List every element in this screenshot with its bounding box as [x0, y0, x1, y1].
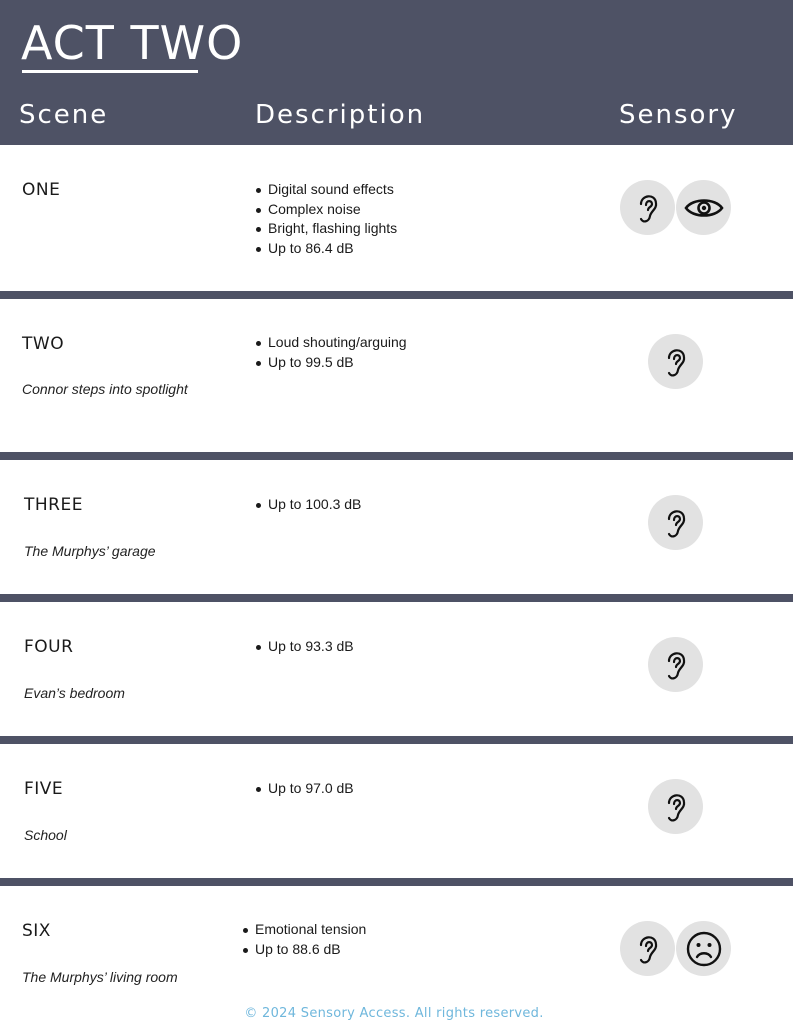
description-bullet: Up to 97.0 dB	[255, 779, 354, 799]
scene-location: School	[24, 827, 67, 843]
sad-face-icon	[676, 921, 731, 976]
row-divider	[0, 452, 793, 460]
row-divider	[0, 291, 793, 299]
scene-name: SIX	[22, 921, 51, 941]
scene-location: The Murphys’ living room	[22, 969, 178, 985]
scene-location: The Murphys’ garage	[24, 543, 156, 559]
column-header-description: Description	[255, 100, 426, 130]
row-divider	[0, 594, 793, 602]
eye-icon	[676, 180, 731, 235]
ear-icon	[648, 779, 703, 834]
footer-copyright: © 2024 Sensory Access. All rights reserved.	[244, 1006, 544, 1021]
description-bullet: Bright, flashing lights	[255, 219, 397, 239]
header-bar	[0, 0, 793, 145]
scene-name: THREE	[24, 495, 83, 515]
row-divider	[0, 736, 793, 744]
ear-icon	[620, 180, 675, 235]
column-header-scene: Scene	[19, 100, 109, 130]
description-bullet: Loud shouting/arguing	[255, 333, 407, 353]
row-divider	[0, 878, 793, 886]
scene-location: Evan’s bedroom	[24, 685, 125, 701]
scene-description-list	[255, 495, 361, 515]
description-bullet: Complex noise	[255, 200, 397, 220]
scene-description-list	[255, 637, 354, 657]
description-bullet: Up to 88.6 dB	[242, 940, 366, 960]
ear-icon	[648, 637, 703, 692]
scene-name: FOUR	[24, 637, 74, 657]
description-bullet: Emotional tension	[242, 920, 366, 940]
description-bullet: Up to 93.3 dB	[255, 637, 354, 657]
ear-icon	[648, 495, 703, 550]
description-bullet: Up to 86.4 dB	[255, 239, 397, 259]
column-header-sensory: Sensory	[619, 100, 738, 130]
ear-icon	[648, 334, 703, 389]
title-underline	[22, 70, 198, 73]
description-bullet: Up to 100.3 dB	[255, 495, 361, 515]
page-title: ACT TWO	[21, 16, 244, 70]
scene-name: FIVE	[24, 779, 64, 799]
scene-description-list	[255, 779, 354, 799]
scene-description-list	[242, 920, 366, 959]
scene-location: Connor steps into spotlight	[22, 381, 188, 397]
scene-description-list	[255, 333, 407, 372]
scene-name: TWO	[22, 334, 65, 354]
scene-name: ONE	[22, 180, 61, 200]
description-bullet: Up to 99.5 dB	[255, 353, 407, 373]
description-bullet: Digital sound effects	[255, 180, 397, 200]
scene-description-list	[255, 180, 397, 258]
ear-icon	[620, 921, 675, 976]
